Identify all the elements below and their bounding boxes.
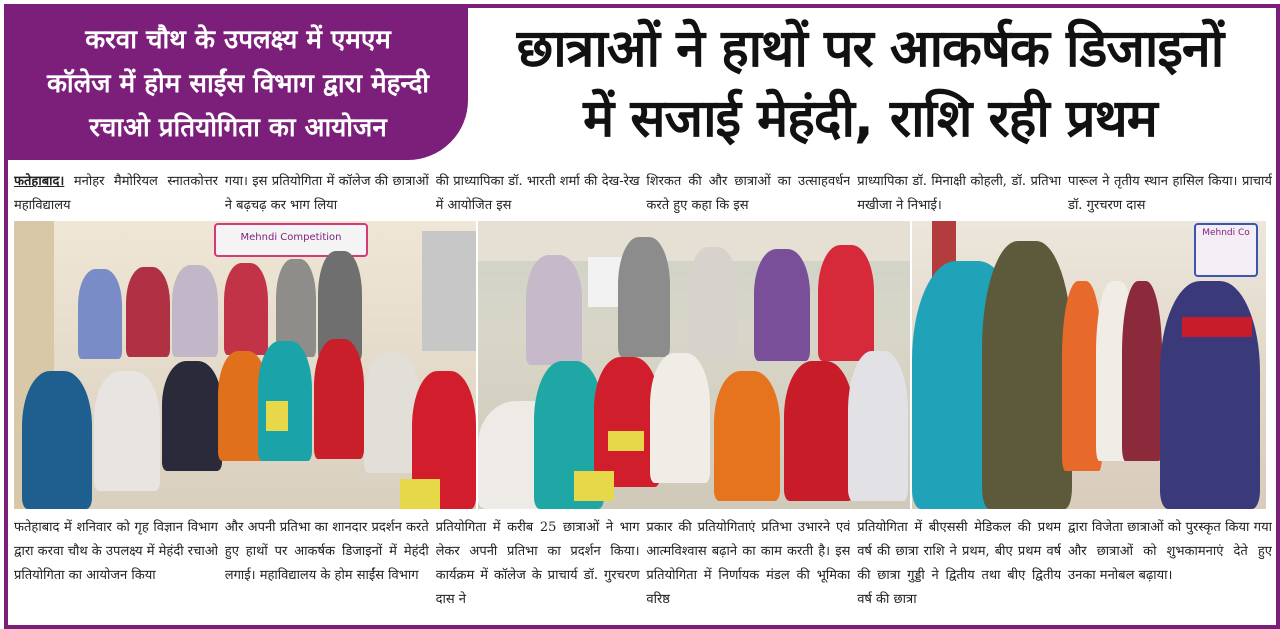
person-figure: [1122, 281, 1162, 461]
person-figure: [754, 249, 810, 361]
article-top-row: [14, 170, 1272, 218]
gift-box: [574, 471, 614, 501]
dupatta: [1182, 317, 1252, 337]
article-column: [14, 170, 218, 218]
gift-box: [266, 401, 288, 431]
subheadline-line-2: कॉलेज में होम साईंस विभाग द्वारा मेहन्दी: [46, 69, 430, 99]
subheadline-box: [8, 8, 468, 160]
competition-banner: Mehndi Co: [1194, 223, 1258, 277]
column-text: प्राध्यापिका डॉ. मिनाक्षी कोहली, डॉ. प्रतिभा मखीजा ने निभाई।: [857, 174, 1062, 213]
person-figure: [818, 245, 874, 361]
article-column: प्रतियोगिता में करीब 25 छात्राओं ने भाग लेकर अपनी प्रतिभा का प्रदर्शन किया। कार्यक्रम में कॉलेज के प्राचार्य डॉ. गुरचरण दास ने: [435, 520, 640, 607]
person-figure: [784, 361, 854, 501]
article-column: फतेहाबाद में शनिवार को गृह विज्ञान विभाग द्वारा करवा चौथ के उपलक्ष्य में मेहंदी रचाओ प्रतियोगिता का आयोजन किया: [14, 520, 218, 583]
person-figure: [224, 263, 268, 355]
person-figure: [526, 255, 582, 365]
person-figure: [848, 351, 908, 501]
article-column: प्रतियोगिता में बीएससी मेडिकल की प्रथम वर्ष की छात्रा राशि ने प्रथम, बीए प्रथम वर्ष की छात्रा गुड्डी ने द्वितीय तथा बीए द्वितीय वर्ष की छात्रा: [857, 520, 1062, 607]
person-figure: [78, 269, 122, 359]
person-figure: [314, 339, 364, 459]
headline-line-2: में सजाई मेहंदी, राशि रही प्रथम: [583, 89, 1157, 149]
group-photo-2: [478, 221, 910, 509]
person-figure: [618, 237, 670, 357]
person-figure: [650, 353, 710, 483]
person-figure: [162, 361, 222, 471]
person-figure: [688, 247, 738, 357]
person-figure: [22, 371, 92, 509]
headline-line-1: छात्राओं ने हाथों पर आकर्षक डिजाइनों: [516, 19, 1224, 79]
article-column: [646, 170, 850, 218]
article-column: प्रकार की प्रतियोगिताएं प्रतिभा उभारने एवं आत्मविश्वास बढ़ाने का काम करती है। इस प्रतियोगिता में निर्णायक मंडल की भूमिका वरिष्ठ: [646, 520, 851, 607]
person-figure: [982, 241, 1072, 509]
column-text: पारूल ने तृतीय स्थान हासिल किया। प्राचार्य डॉ. गुरचरण दास: [1067, 174, 1272, 213]
article-column: [857, 170, 1061, 218]
column-text: शिरकत की और छात्राओं का उत्साहवर्धन करते हुए कहा कि इस: [646, 174, 851, 213]
competition-banner: Mehndi Competition: [214, 223, 368, 257]
subheadline-line-3: रचाओ प्रतियोगिता का आयोजन: [89, 113, 387, 143]
person-figure: [172, 265, 218, 357]
article-column: [1068, 170, 1272, 218]
column-text: गया। इस प्रतियोगिता में कॉलेज की छात्राओं ने बढ़चढ़ कर भाग लिया: [224, 174, 429, 213]
cabinet: [422, 231, 476, 351]
column-text: मनोहर मैमोरियल स्नातकोत्तर महाविद्यालय: [14, 174, 218, 213]
subheadline-line-1: करवा चौथ के उपलक्ष्य में एमएम: [85, 25, 391, 55]
dateline: फतेहाबाद।: [14, 174, 65, 189]
group-photo-1: [14, 221, 476, 509]
gift-box: [400, 479, 440, 509]
person-figure: [126, 267, 170, 357]
person-figure: [1160, 281, 1260, 509]
person-figure: [94, 371, 160, 491]
article-column: [225, 170, 429, 218]
column-text: की प्राध्यापिका डॉ. भारती शर्मा की देख-रेख में आयोजित इस: [435, 174, 640, 213]
headline: [470, 8, 1270, 160]
article-column: द्वारा विजेता छात्राओं को पुरस्कृत किया गया और छात्राओं को शुभकामनाएं देते हुए उनका मनोबल बढ़ाया।: [1067, 520, 1272, 583]
article-bottom-row: [14, 516, 1272, 614]
article-column: [436, 170, 640, 218]
person-figure: [714, 371, 780, 501]
article-column: और अपनी प्रतिभा का शानदार प्रदर्शन करते हुए हाथों पर आकर्षक डिजाइनों में मेहंदी लगाई। महाविद्यालय के होम साईंस विभाग: [224, 520, 429, 583]
gift-box: [608, 431, 644, 451]
mehndi-photo: [912, 221, 1266, 509]
